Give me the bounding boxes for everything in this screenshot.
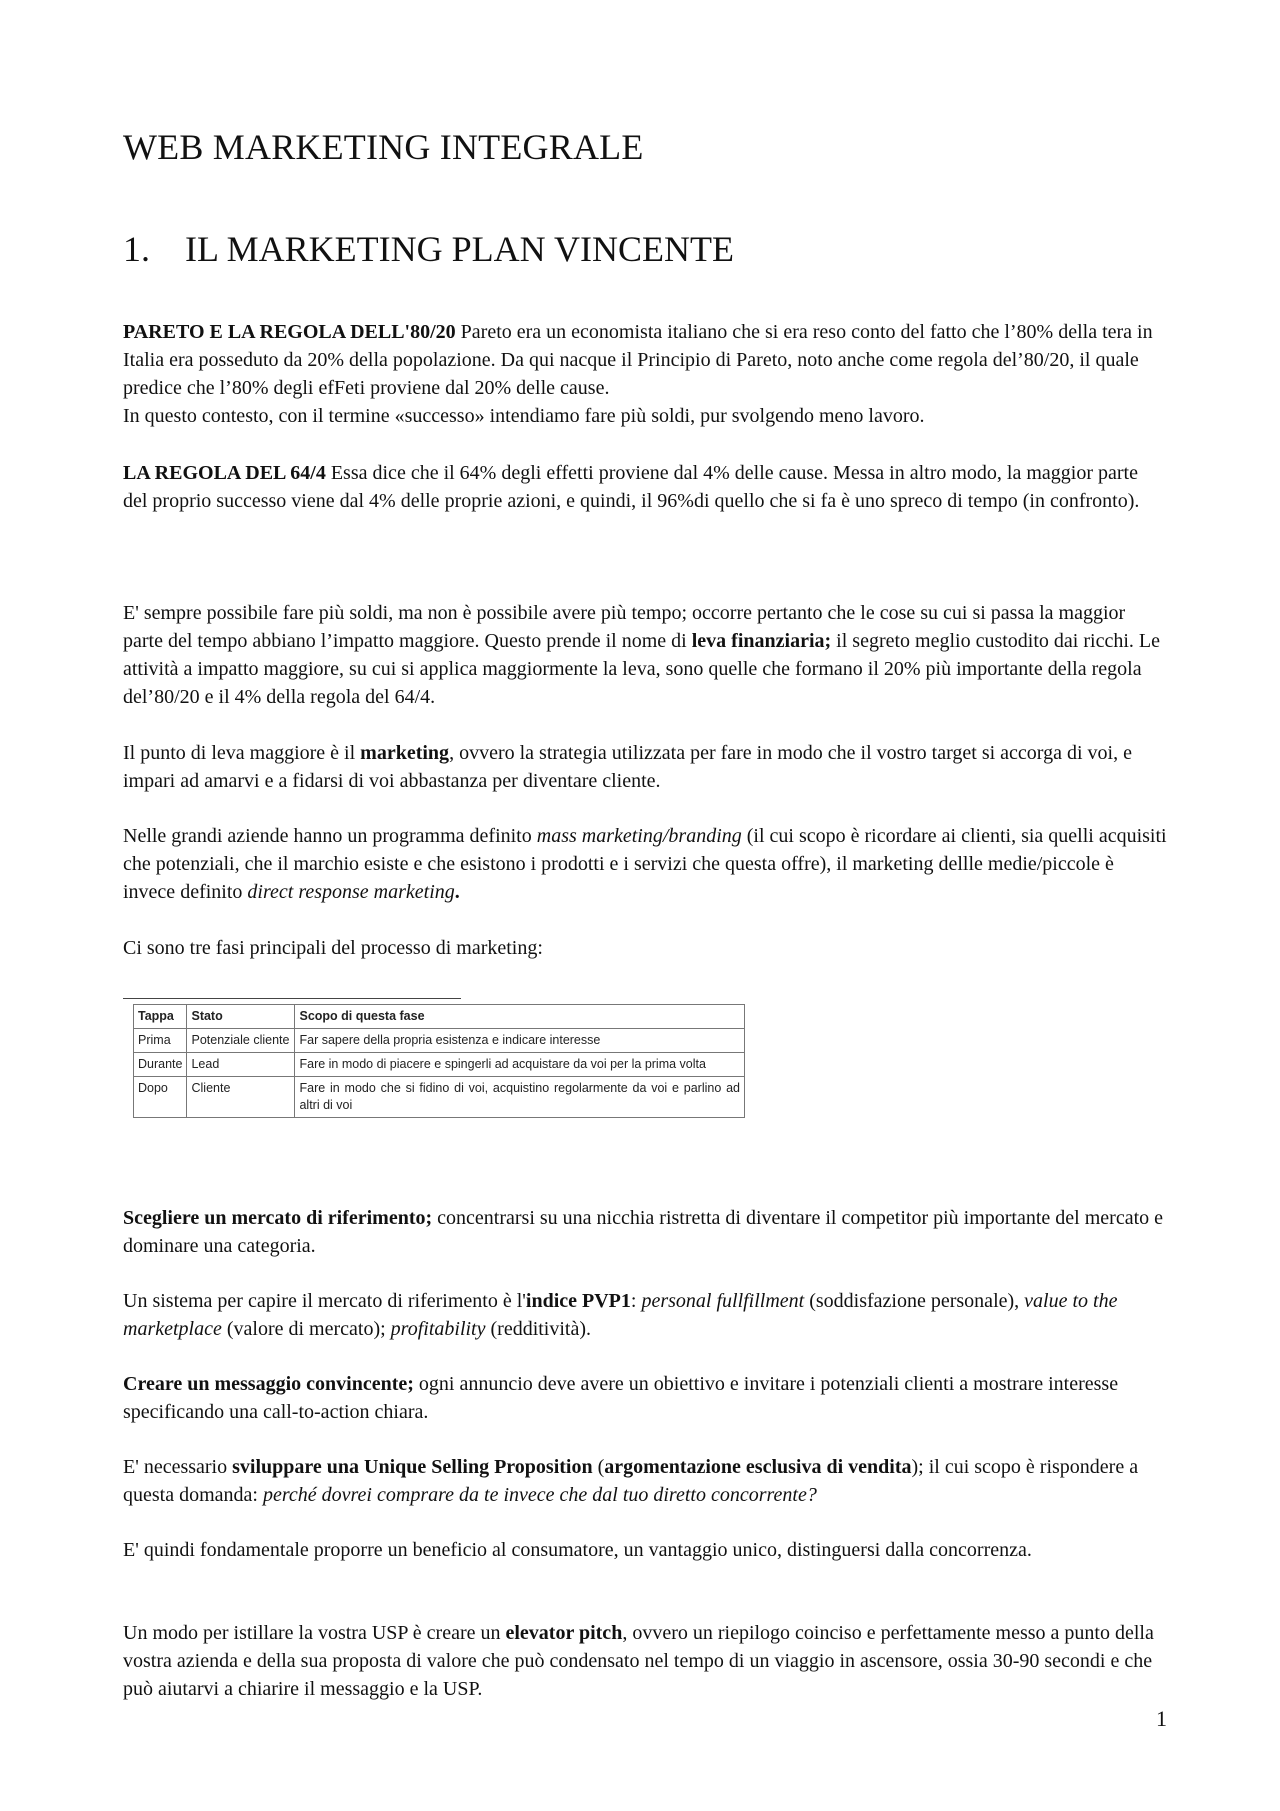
mercato-bold: Scegliere un mercato di riferimento;	[123, 1207, 433, 1229]
usp-text-1: E' necessario	[123, 1456, 233, 1478]
grandi-aziende-italic-1: mass marketing/branding	[536, 825, 742, 847]
usp-text-3: ); il cui scopo è rispondere a questa domanda:	[123, 1456, 1139, 1506]
punto-leva-text-2: , ovvero la strategia utilizzata per fare in modo che il vostro target si accorga di voi, e impari ad amarvi e a fidarsi di voi abbastanza per diventare cliente.	[123, 742, 1132, 792]
chapter-number: 1.	[123, 229, 150, 269]
table-cell: Fare in modo che si fidino di voi, acquistino regolarmente da voi e parlino ad altri di voi	[295, 1077, 745, 1118]
paragraph-beneficio	[123, 1536, 1167, 1564]
table-header-row	[134, 1005, 745, 1029]
tre-fasi-text: Ci sono tre fasi principali del processo di marketing:	[123, 937, 543, 959]
pvp-italic-1: personal fullfillment	[641, 1290, 805, 1312]
messaggio-text: ogni annuncio deve avere un obiettivo e invitare i potenziali clienti a mostrare interesse specificando una call-to-action chiara.	[123, 1373, 1119, 1423]
messaggio-bold: Creare un messaggio convincente;	[123, 1373, 414, 1395]
pvp-text-3: (soddisfazione personale),	[804, 1290, 1025, 1312]
paragraph-elevator-pitch	[123, 1619, 1167, 1703]
leva-text-1: E' sempre possibile fare più soldi, ma non è possibile avere più tempo; occorre pertanto che le cose su cui si passa la maggior parte del tempo abbiano l’impatto maggiore. Questo prende il nome di	[123, 602, 1126, 652]
chapter-heading	[123, 228, 734, 270]
paragraph-leva-finanziaria	[123, 599, 1167, 711]
table-header-cell: Scopo di questa fase	[295, 1005, 745, 1029]
pareto-line2: In questo contesto, con il termine «successo» intendiamo fare più soldi, pur svolgendo meno lavoro.	[123, 405, 925, 427]
phases-table	[133, 1004, 745, 1118]
pitch-text-2: , ovvero un riepilogo coinciso e perfettamente messo a punto della vostra azienda e della sua proposta di valore che può condensato nel tempo di un viaggio in ascensore, ossia 30-90 secondi e che può aiutarvi a chiarire il messaggio e la USP.	[123, 1622, 1154, 1700]
pitch-bold: elevator pitch	[505, 1622, 623, 1644]
beneficio-text: E' quindi fondamentale proporre un beneficio al consumatore, un vantaggio unico, distinguersi dalla concorrenza.	[123, 1539, 1032, 1561]
table-row	[134, 1029, 745, 1053]
table-cell: Fare in modo di piacere e spingerli ad acquistare da voi per la prima volta	[295, 1053, 745, 1077]
table-cell: Prima	[134, 1029, 187, 1053]
table-cell: Durante	[134, 1053, 187, 1077]
paragraph-pareto	[123, 318, 1167, 430]
paragraph-pvp	[123, 1287, 1167, 1343]
mercato-text: concentrarsi su una nicchia ristretta di diventare il competitor più importante del mercato e dominare una categoria.	[123, 1207, 1164, 1257]
table-header-cell: Tappa	[134, 1005, 187, 1029]
punto-leva-bold: marketing	[360, 742, 450, 764]
page-number: 1	[1156, 1706, 1167, 1731]
table-row	[134, 1053, 745, 1077]
regola64-heading: LA REGOLA DEL 64/4	[123, 462, 326, 484]
table-cell: Cliente	[187, 1077, 295, 1118]
leva-bold: leva finanziaria;	[691, 630, 832, 652]
table-header-cell: Stato	[187, 1005, 295, 1029]
pvp-bold: indice PVP1	[525, 1290, 631, 1312]
grandi-aziende-italic-2: direct response marketing	[247, 881, 455, 903]
paragraph-grandi-aziende	[123, 822, 1167, 906]
pvp-italic-3: profitability	[390, 1318, 486, 1340]
table-cell: Far sapere della propria esistenza e indicare interesse	[295, 1029, 745, 1053]
pareto-heading: PARETO E LA REGOLA DELL'80/20	[123, 321, 456, 343]
regola64-text: Essa dice che il 64% degli effetti proviene dal 4% delle cause. Messa in altro modo, la maggior parte del proprio successo viene dal 4% delle proprie azioni, e quindi, il 96%di quello che si fa è uno spreco di tempo (in confronto).	[123, 462, 1140, 512]
table-cell: Lead	[187, 1053, 295, 1077]
pvp-text-2: :	[630, 1290, 642, 1312]
pitch-text-1: Un modo per istillare la vostra USP è creare un	[123, 1622, 506, 1644]
leva-text-2: il segreto meglio custodito dai ricchi. Le attività a impatto maggiore, su cui si applica maggiormente la leva, sono quelle che formano il 20% più importante della regola del’80/20 e il 4% della regola del 64/4.	[123, 630, 1160, 708]
pareto-text: Pareto era un economista italiano che si era reso conto del fatto che l’80% della tera in Italia era posseduto da 20% della popolazione. Da qui nacque il Principio di Pareto, noto anche come regola del’80/20, il quale predice che l’80% degli efFeti proviene dal 20% delle cause.	[123, 321, 1153, 399]
chapter-title: IL MARKETING PLAN VINCENTE	[185, 229, 734, 269]
paragraph-punto-leva	[123, 739, 1167, 795]
grandi-aziende-text-2: (il cui scopo è ricordare ai clienti, sia quelli acquisiti che potenziali, che il marchio esiste e che esistono i prodotti e i servizi che questa offre), il marketing dellle medie/piccole è invece definito	[123, 825, 1167, 903]
pvp-italic-2: value to the marketplace	[123, 1290, 1118, 1340]
paragraph-tre-fasi	[123, 934, 1167, 962]
paragraph-usp	[123, 1453, 1167, 1509]
punto-leva-text-1: Il punto di leva maggiore è il	[123, 742, 361, 764]
table-cell: Dopo	[134, 1077, 187, 1118]
pvp-text-5: (redditività).	[485, 1318, 592, 1340]
table-top-rule	[123, 998, 461, 999]
document-title: WEB MARKETING INTEGRALE	[123, 127, 644, 167]
usp-bold-1: sviluppare una Unique Selling Proposition	[232, 1456, 593, 1478]
usp-italic: perché dovrei comprare da te invece che dal tuo diretto concorrente?	[262, 1484, 817, 1506]
pvp-text-1: Un sistema per capire il mercato di riferimento è l'	[123, 1290, 526, 1312]
paragraph-messaggio	[123, 1370, 1167, 1426]
grandi-aziende-bold-end: .	[454, 881, 460, 903]
paragraph-regola-64-4	[123, 459, 1167, 515]
table-row	[134, 1077, 745, 1118]
grandi-aziende-text-1: Nelle grandi aziende hanno un programma definito	[123, 825, 537, 847]
usp-text-2: (	[592, 1456, 605, 1478]
paragraph-mercato	[123, 1204, 1167, 1260]
usp-bold-2: argomentazione esclusiva di vendita	[604, 1456, 912, 1478]
pvp-text-4: (valore di mercato);	[221, 1318, 391, 1340]
table-cell: Potenziale cliente	[187, 1029, 295, 1053]
